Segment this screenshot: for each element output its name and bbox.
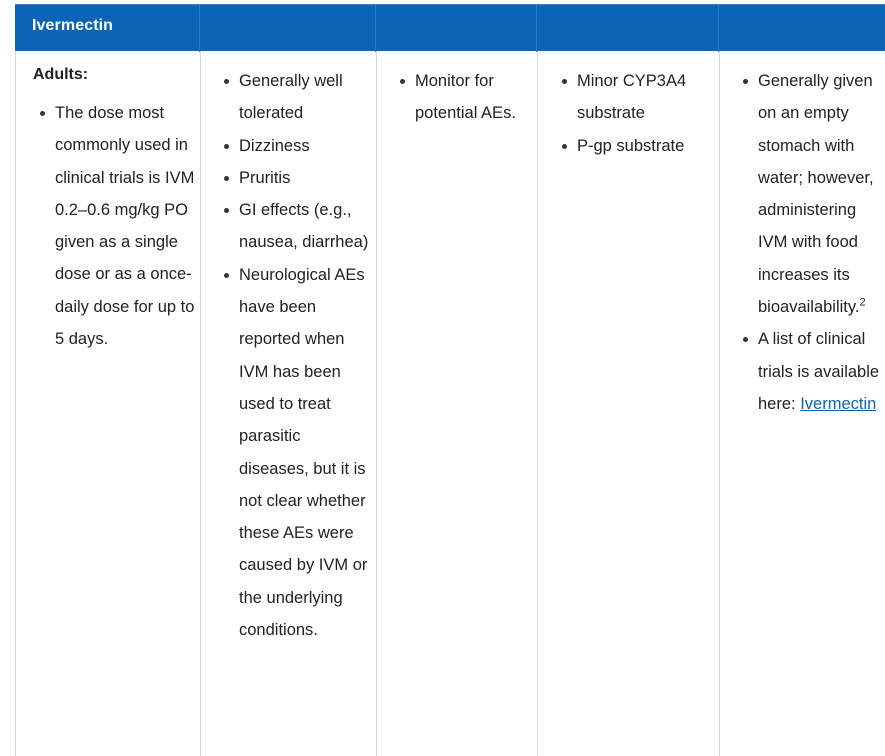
- header-column-divider: [718, 5, 719, 52]
- header-column-divider: [375, 5, 376, 52]
- list-item: Neurological AEs have been reported when IVM has been used to treat parasitic diseases, but it is not clear whether these AEs were caused by IVM or the underlying conditions.: [223, 259, 373, 647]
- adverse-events-cell: [201, 51, 377, 756]
- list-item: Monitor for potential AEs.: [399, 65, 534, 130]
- comments-list: [742, 65, 885, 420]
- monitoring-list: [399, 65, 534, 130]
- interactions-cell: [538, 51, 720, 756]
- list-item: The dose most commonly used in clinical trials is IVM 0.2–0.6 mg/kg PO given as a single dose or as a once-daily dose for up to 5 days.: [39, 97, 197, 355]
- dosing-population-label: Adults:: [33, 66, 89, 83]
- dosing-list: [39, 97, 197, 355]
- interactions-list: [561, 65, 716, 162]
- list-item: Generally well tolerated: [223, 65, 373, 130]
- list-item: [742, 65, 885, 323]
- list-item: GI effects (e.g., nausea, diarrhea): [223, 194, 373, 259]
- comment-text: Generally given on an empty stomach with water; however, administering IVM with food increases its bioavailability.: [758, 72, 874, 317]
- comment-text: A list of clinical trials is available here:: [758, 330, 880, 413]
- list-item: Dizziness: [223, 130, 373, 162]
- drug-name-header: Ivermectin: [32, 17, 114, 34]
- list-item: [742, 323, 885, 420]
- adverse-events-list: [223, 65, 373, 646]
- drug-table: [15, 4, 885, 756]
- dosing-cell: [16, 51, 201, 756]
- ivermectin-trials-link[interactable]: Ivermectin: [800, 394, 877, 413]
- monitoring-cell: [377, 51, 538, 756]
- list-item: Minor CYP3A4 substrate: [561, 65, 716, 130]
- table-header: [15, 4, 885, 51]
- list-item: P-gp substrate: [561, 130, 716, 162]
- header-column-divider: [536, 5, 537, 52]
- reference-superscript[interactable]: 2: [859, 296, 866, 309]
- comments-cell: [720, 51, 885, 756]
- list-item: Pruritis: [223, 162, 373, 194]
- table-row: [15, 51, 885, 756]
- header-column-divider: [199, 5, 200, 52]
